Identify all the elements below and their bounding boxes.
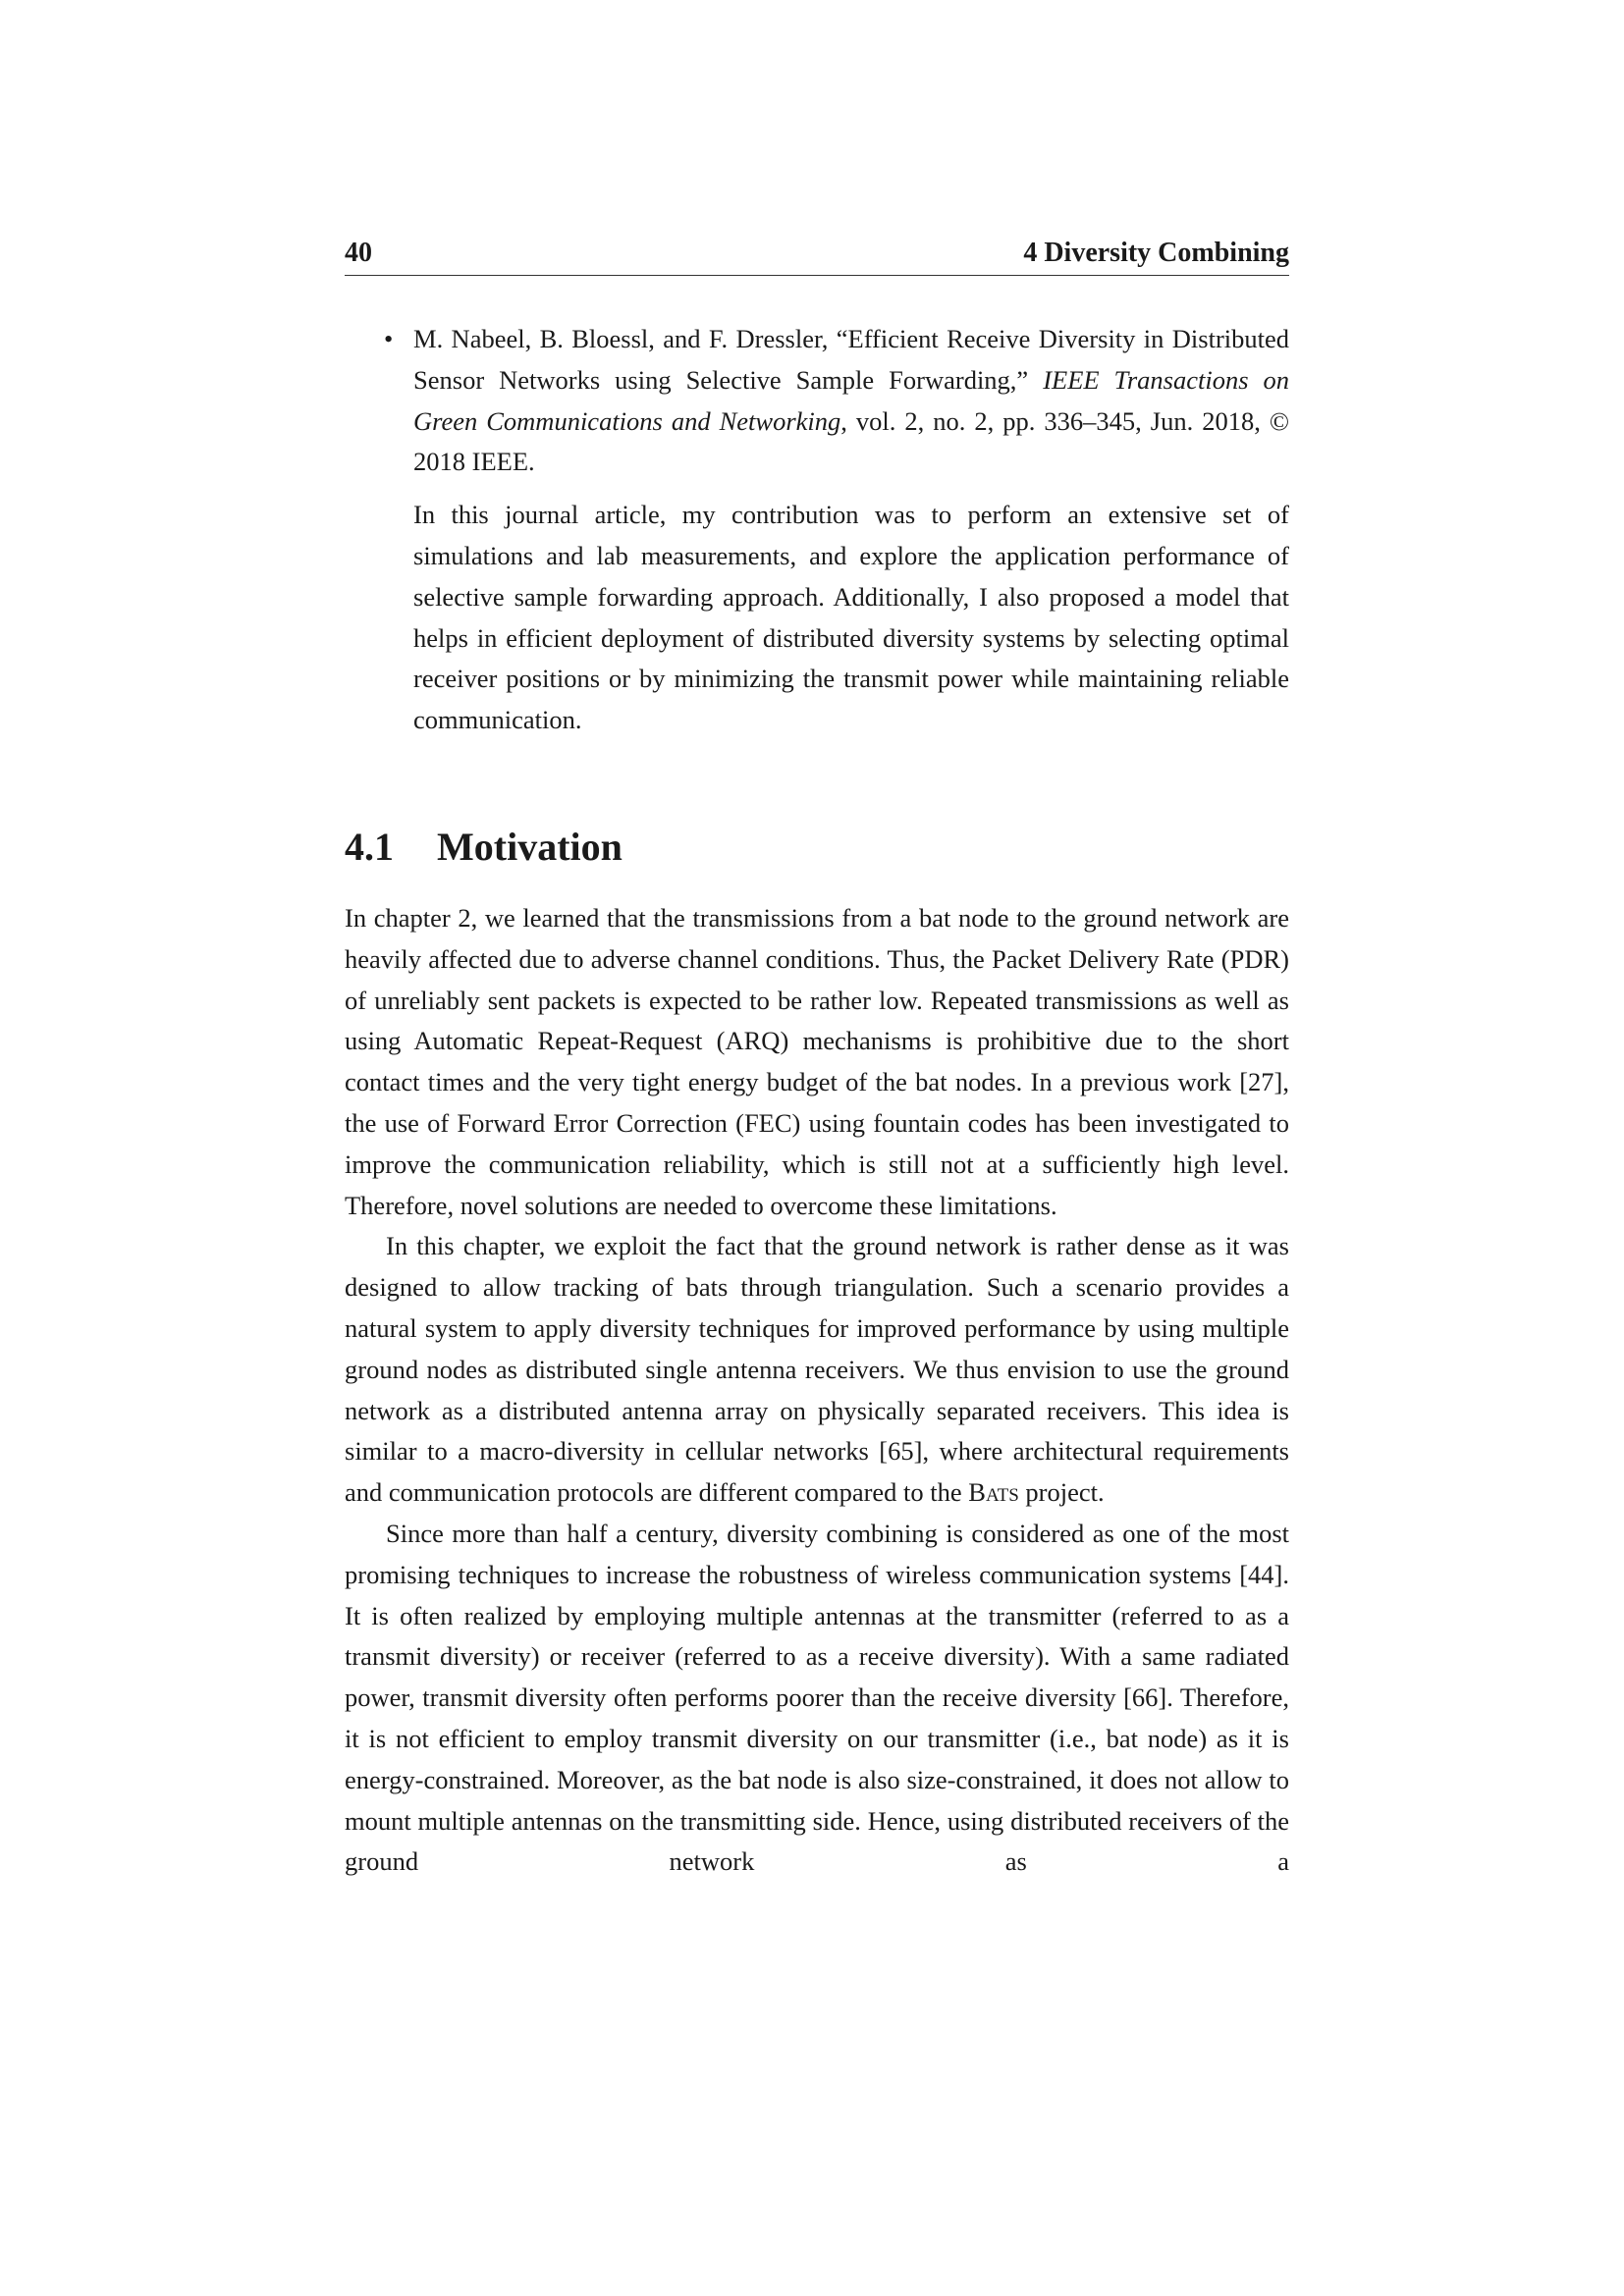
page-number: 40 [345, 238, 372, 268]
citation-journal: IEEE Transactions on Green Communications and Networking [413, 364, 1290, 436]
publication-citation [413, 319, 1289, 483]
paragraph-2-end: project. [1018, 1477, 1105, 1508]
citation-details: , vol. 2, no. 2, pp. 336–345, Jun. 2018, © 2018 IEEE. [413, 405, 1290, 477]
running-header [345, 236, 1289, 276]
paragraph-1: In chapter 2, we learned that the transmissions from a bat node to the ground network are heavily affected due to adverse channel conditions. Thus, the Packet Delivery Rate (PDR) of unreliably sent packets is expected to be rather low. Repeated transmissions as well as using Automatic Repeat-Request (ARQ) mechanisms is prohibitive due to the short contact times and the very tight energy budget of the bat nodes. In a previous work [27], the use of Forward Error Correction (FEC) using fountain codes has been investigated to improve the communication reliability, which is still not at a sufficiently high level. Therefore, novel solutions are needed to overcome these limitations. [345, 902, 1289, 1220]
chapter-title: 4 Diversity Combining [1023, 238, 1289, 268]
paragraph-2 [345, 1226, 1289, 1514]
paragraph-2-text: In this chapter, we exploit the fact that the ground network is rather dense as it was designed to allow tracking of bats through triangulation. Such a scenario provides a natural system to apply diversity techniques for improved performance by using multiple ground nodes as distributed single antenna receivers. We thus envision to use the ground network as a distributed antenna array on physically separated receivers. This idea is similar to a macro-diversity in cellular networks [65], where architectural requirements and communication protocols are different compared to the [345, 1231, 1289, 1508]
citation-authors: M. Nabeel, B. Bloessl, and F. Dressler, “Efficient Receive Diversity in Distributed Sensor Networks using Selective Sample Forwarding,” [413, 324, 1289, 395]
publication-entry [345, 319, 1289, 741]
contribution-statement: In this journal article, my contribution was to perform an extensive set of simulations and lab measurements, and explore the application performance of selective sample forwarding approach. Additionally, I also proposed a model that helps in efficient deployment of distributed diversity systems by selecting optimal receiver positions or by minimizing the transmit power while maintaining reliable communication. [413, 500, 1289, 735]
section-number: 4.1 [345, 824, 394, 869]
project-name: Bats [968, 1477, 1019, 1508]
paragraph-3: Since more than half a century, diversity combining is considered as one of the most promising techniques to increase the robustness of wireless communication systems [44]. It is often realized by employing multiple antennas at the transmitter (referred to as a transmit diversity) or receiver (referred to as a receive diversity). With a same radiated power, transmit diversity often performs poorer than the receive diversity [66]. Therefore, it is not efficient to employ transmit diversity on our transmitter (i.e., bat node) as it is energy-constrained. Moreover, as the bat node is also size-constrained, it does not allow to mount multiple antennas on the transmitting side. Hence, using distributed receivers of the ground network as a [345, 1518, 1289, 1877]
section-body [345, 898, 1289, 1883]
bullet-point: • [384, 324, 394, 353]
section-heading [345, 824, 1289, 871]
section-title: Motivation [437, 824, 623, 869]
page [345, 236, 1289, 1883]
